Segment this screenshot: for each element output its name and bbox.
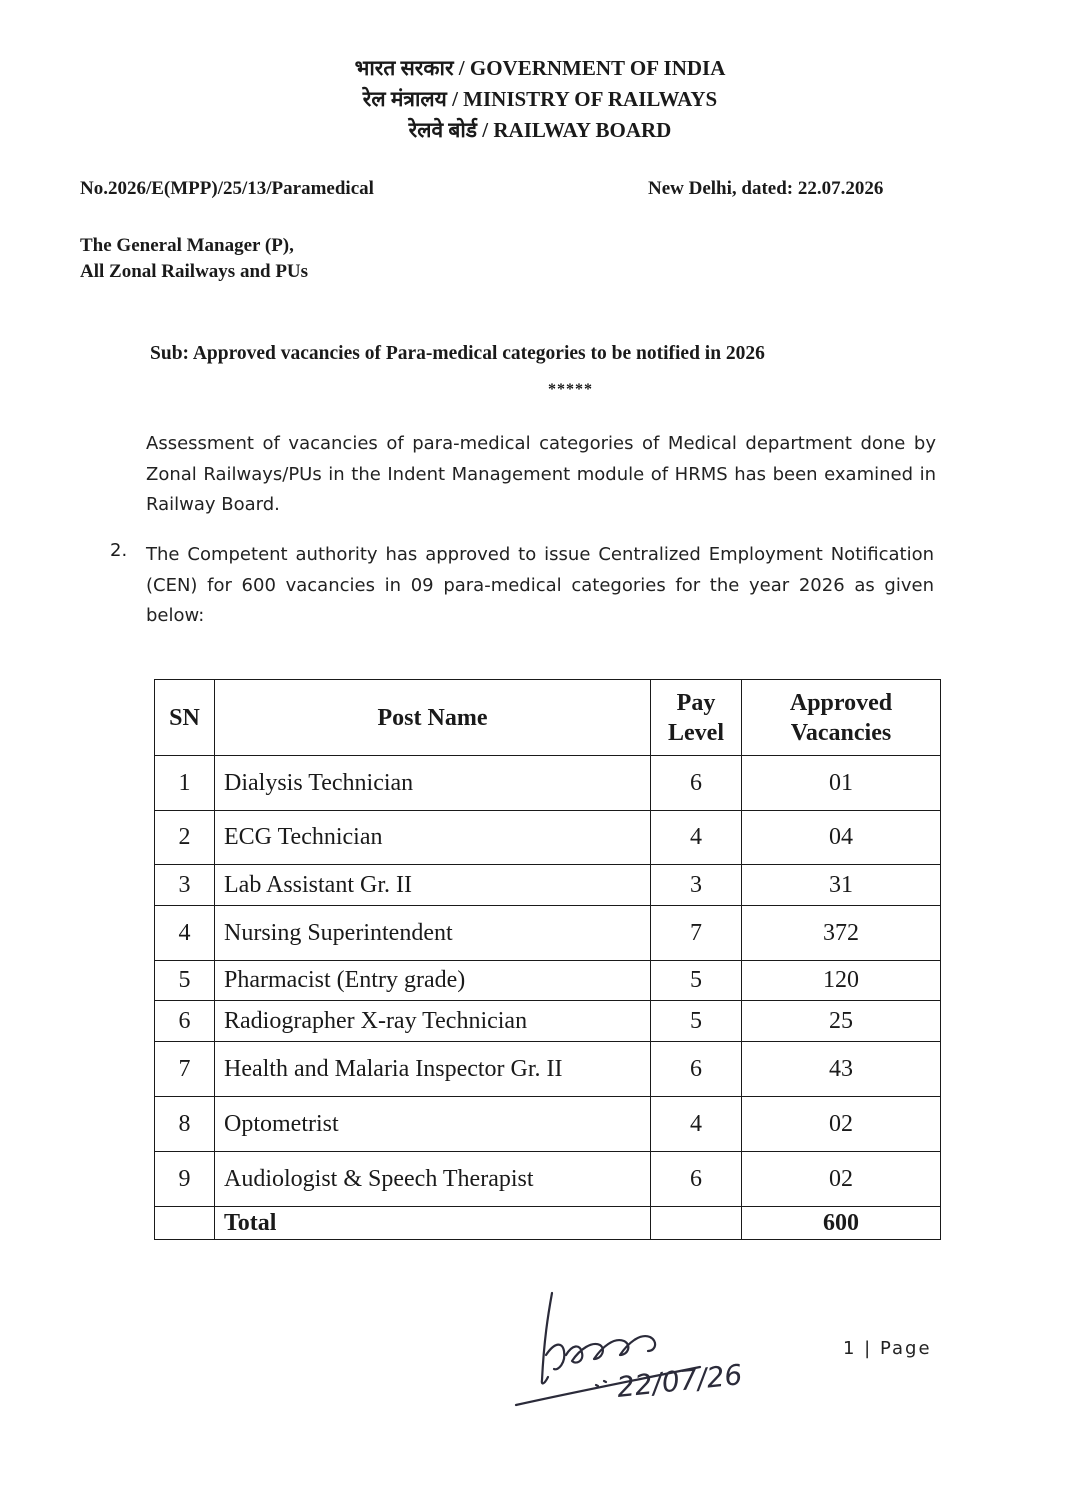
signature-stroke — [596, 1385, 598, 1386]
cell-post-name: ECG Technician — [215, 811, 651, 865]
cell-vacancies: 01 — [742, 756, 941, 811]
header-line-board: रेलवे बोर्ड / RAILWAY BOARD — [408, 118, 672, 142]
paragraph-1: Assessment of vacancies of para-medical categories of Medical department done by Zonal Railways/PUs in the Indent Management module of HRMS has been examined in Railway Board. — [146, 433, 936, 515]
header-pay-level-line-1: Pay — [676, 689, 716, 716]
signature-stroke — [566, 1336, 655, 1362]
cell-pay-level: 6 — [651, 756, 742, 811]
cell-post-name: Pharmacist (Entry grade) — [215, 961, 651, 1001]
paragraph-2-number: 2. — [110, 540, 128, 561]
cell-vacancies: 120 — [742, 961, 941, 1001]
header-approved-vacancies-line-2: Vacancies — [790, 719, 892, 746]
cell-vacancies: 43 — [742, 1042, 941, 1097]
table-row — [155, 1001, 941, 1042]
cell-sn: 6 — [155, 1001, 215, 1042]
header-pay-level — [651, 680, 742, 756]
cell-vacancies: 02 — [742, 1152, 941, 1207]
header-approved-vacancies-line-1: Approved — [789, 689, 893, 716]
cell-pay-level: 3 — [651, 865, 742, 906]
cell-sn: 7 — [155, 1042, 215, 1097]
cell-pay-level: 5 — [651, 961, 742, 1001]
signature-stroke — [542, 1293, 552, 1383]
table-row — [155, 811, 941, 865]
cell-pay-level: 4 — [651, 1097, 742, 1152]
table-row — [155, 756, 941, 811]
cell-post-name: Lab Assistant Gr. II — [215, 865, 651, 906]
cell-vacancies: 31 — [742, 865, 941, 906]
cell-vacancies: 372 — [742, 906, 941, 961]
cell-pay-empty — [651, 1207, 742, 1240]
cell-sn: 2 — [155, 811, 215, 865]
paragraph-2: The Competent authority has approved to issue Centralized Employment Notification (CEN) for 600 vacancies in 09 para-medical categories for the year 2026 as given below: — [146, 544, 934, 626]
separator-stars: ***** — [548, 381, 593, 398]
signature-stroke — [604, 1381, 606, 1382]
reference-number: No.2026/E(MPP)/25/13/Paramedical — [80, 178, 374, 199]
table-row — [155, 961, 941, 1001]
table-row — [155, 906, 941, 961]
cell-sn: 9 — [155, 1152, 215, 1207]
cell-sn: 5 — [155, 961, 215, 1001]
header-approved-vacancies — [742, 680, 941, 756]
signature-date: 22/07/26 — [615, 1357, 744, 1404]
signature — [510, 1285, 780, 1425]
place-date: New Delhi, dated: 22.07.2026 — [648, 178, 884, 199]
header-pay-level-line-2: Level — [668, 719, 724, 746]
total-label: Total — [215, 1207, 651, 1240]
cell-post-name: Optometrist — [215, 1097, 651, 1152]
table-row — [155, 1152, 941, 1207]
cell-post-name: Radiographer X-ray Technician — [215, 1001, 651, 1042]
signature-stroke — [546, 1345, 564, 1370]
cell-sn-empty — [155, 1207, 215, 1240]
page-number: 1 | Page — [843, 1338, 932, 1359]
cell-vacancies: 02 — [742, 1097, 941, 1152]
header-line-ministry: रेल मंत्रालय / MINISTRY OF RAILWAYS — [362, 87, 718, 111]
table-total-row — [155, 1207, 941, 1240]
cell-pay-level: 4 — [651, 811, 742, 865]
table-row — [155, 865, 941, 906]
addressee-line-2: All Zonal Railways and PUs — [80, 261, 309, 282]
table-row — [155, 1097, 941, 1152]
cell-vacancies: 04 — [742, 811, 941, 865]
cell-pay-level: 7 — [651, 906, 742, 961]
header-line-government: भारत सरकार / GOVERNMENT OF INDIA — [354, 56, 726, 80]
cell-post-name: Audiologist & Speech Therapist — [215, 1152, 651, 1207]
vacancy-table — [154, 679, 941, 1240]
cell-sn: 8 — [155, 1097, 215, 1152]
cell-vacancies: 25 — [742, 1001, 941, 1042]
cell-pay-level: 6 — [651, 1042, 742, 1097]
cell-pay-level: 6 — [651, 1152, 742, 1207]
cell-sn: 3 — [155, 865, 215, 906]
table-row — [155, 1042, 941, 1097]
cell-sn: 1 — [155, 756, 215, 811]
table-header-row — [155, 680, 941, 756]
cell-sn: 4 — [155, 906, 215, 961]
header-sn: SN — [155, 680, 215, 756]
cell-pay-level: 5 — [651, 1001, 742, 1042]
subject-line: Sub: Approved vacancies of Para-medical categories to be notified in 2026 — [150, 343, 765, 364]
addressee-line-1: The General Manager (P), — [80, 235, 294, 256]
cell-post-name: Nursing Superintendent — [215, 906, 651, 961]
total-value: 600 — [742, 1207, 941, 1240]
cell-post-name: Health and Malaria Inspector Gr. II — [215, 1042, 651, 1097]
cell-post-name: Dialysis Technician — [215, 756, 651, 811]
header-post-name: Post Name — [215, 680, 651, 756]
